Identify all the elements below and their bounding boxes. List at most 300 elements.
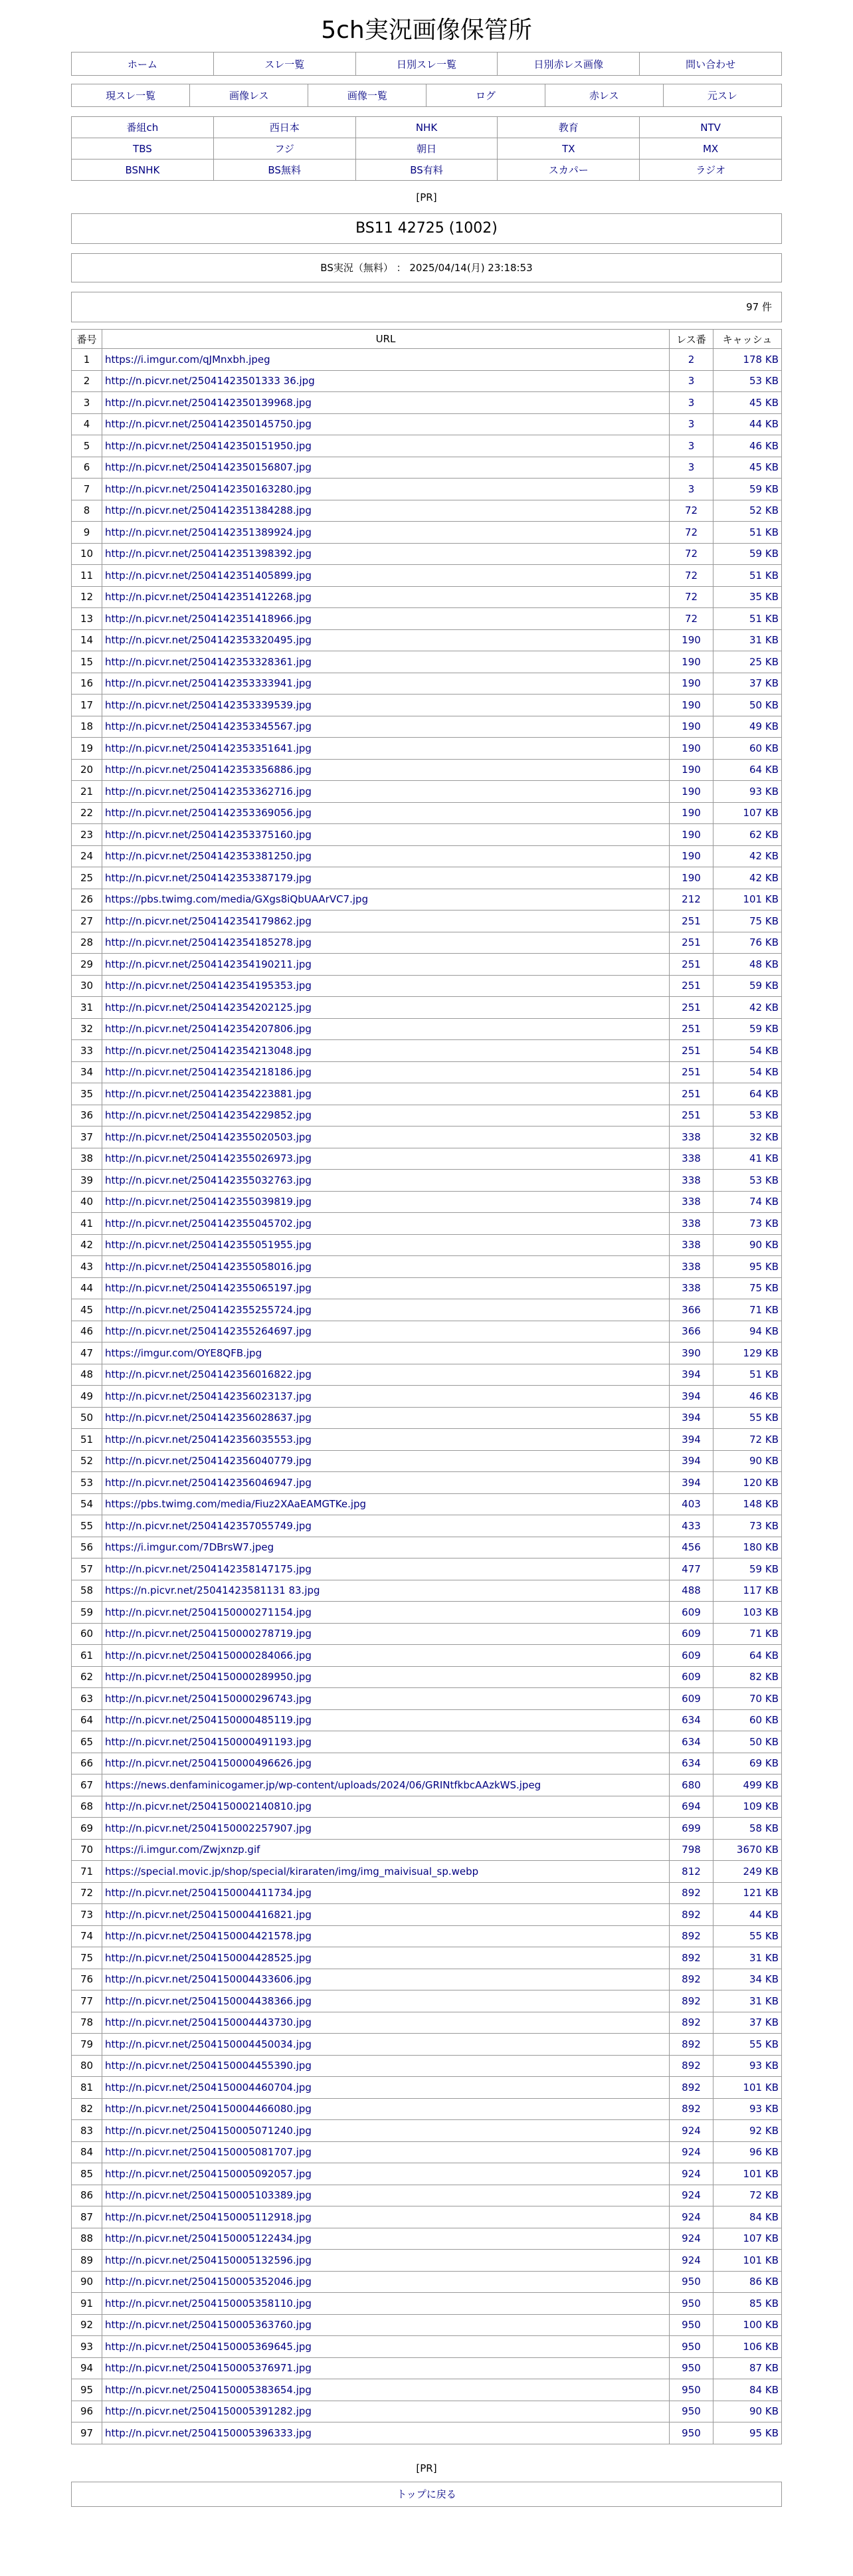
cache-size-link[interactable]: 76 KB [749, 936, 779, 949]
res-number-link[interactable]: 251 [682, 980, 701, 992]
image-url-link[interactable]: http://n.picvr.net/2504142353362716.jpg [105, 785, 312, 798]
cache-size-link[interactable]: 103 KB [743, 1606, 779, 1618]
channel-link[interactable]: ラジオ [696, 164, 726, 176]
res-number-link[interactable]: 892 [682, 1887, 701, 1899]
cache-size-link[interactable]: 35 KB [749, 591, 779, 603]
image-url-link[interactable]: http://n.picvr.net/2504142351384288.jpg [105, 504, 312, 517]
res-number-link[interactable]: 251 [682, 1066, 701, 1079]
cache-size-link[interactable]: 93 KB [749, 2103, 779, 2115]
image-url-link[interactable]: http://n.picvr.net/2504142357055749.jpg [105, 1519, 312, 1532]
res-number-link[interactable]: 72 [684, 591, 698, 603]
res-number-link[interactable]: 212 [682, 893, 701, 906]
cache-size-link[interactable]: 90 KB [749, 1239, 779, 1251]
nav-primary-item-4[interactable]: 日別赤レス画像 [533, 58, 604, 70]
res-number-link[interactable]: 338 [682, 1130, 701, 1143]
res-number-link[interactable]: 366 [682, 1303, 701, 1316]
res-number-link[interactable]: 390 [682, 1346, 701, 1359]
res-number-link[interactable]: 394 [682, 1455, 701, 1467]
cache-size-link[interactable]: 93 KB [749, 785, 779, 798]
res-number-link[interactable]: 609 [682, 1649, 701, 1662]
res-number-link[interactable]: 680 [682, 1778, 701, 1791]
cache-size-link[interactable]: 106 KB [743, 2340, 779, 2353]
res-number-link[interactable]: 924 [682, 2254, 701, 2266]
res-number-link[interactable]: 251 [682, 1023, 701, 1035]
channel-link[interactable]: TX [562, 142, 575, 155]
image-url-link[interactable]: http://n.picvr.net/2504150000491193.jpg [105, 1735, 312, 1748]
cache-size-link[interactable]: 100 KB [743, 2319, 779, 2331]
res-number-link[interactable]: 634 [682, 1735, 701, 1748]
channel-link[interactable]: 朝日 [416, 143, 436, 155]
image-url-link[interactable]: http://n.picvr.net/2504142353381250.jpg [105, 850, 312, 863]
cache-size-link[interactable]: 64 KB [749, 764, 779, 776]
cache-size-link[interactable]: 107 KB [743, 2232, 779, 2245]
image-url-link[interactable]: http://n.picvr.net/2504150004416821.jpg [105, 1908, 312, 1921]
image-url-link[interactable]: http://n.picvr.net/2504142355255724.jpg [105, 1303, 312, 1316]
res-number-link[interactable]: 433 [682, 1519, 701, 1532]
res-number-link[interactable]: 338 [682, 1152, 701, 1165]
res-number-link[interactable]: 609 [682, 1606, 701, 1618]
cache-size-link[interactable]: 129 KB [743, 1346, 779, 1359]
nav-secondary-item-6[interactable]: 元スレ [707, 90, 737, 102]
res-number-link[interactable]: 634 [682, 1757, 701, 1770]
res-number-link[interactable]: 950 [682, 2383, 701, 2396]
res-number-link[interactable]: 338 [682, 1217, 701, 1230]
cache-size-link[interactable]: 96 KB [749, 2146, 779, 2159]
image-url-link[interactable]: http://n.picvr.net/2504150004411734.jpg [105, 1887, 312, 1899]
image-url-link[interactable]: http://n.picvr.net/2504150000496626.jpg [105, 1757, 312, 1770]
res-number-link[interactable]: 190 [682, 634, 701, 647]
image-url-link[interactable]: http://n.picvr.net/2504142356016822.jpg [105, 1368, 312, 1381]
res-number-link[interactable]: 72 [684, 548, 698, 560]
cache-size-link[interactable]: 53 KB [749, 375, 779, 387]
image-url-link[interactable]: http://n.picvr.net/2504142356028637.jpg [105, 1412, 312, 1424]
cache-size-link[interactable]: 60 KB [749, 1714, 779, 1727]
image-url-link[interactable]: http://n.picvr.net/2504150002257907.jpg [105, 1822, 312, 1834]
cache-size-link[interactable]: 73 KB [749, 1217, 779, 1230]
image-url-link[interactable]: http://n.picvr.net/2504142354185278.jpg [105, 936, 312, 949]
channel-link[interactable]: 西日本 [269, 122, 300, 134]
image-url-link[interactable]: http://n.picvr.net/2504150000485119.jpg [105, 1714, 312, 1727]
image-url-link[interactable]: https://pbs.twimg.com/media/GXgs8iQbUAArVC7.jpg [105, 893, 369, 906]
res-number-link[interactable]: 892 [682, 2038, 701, 2050]
cache-size-link[interactable]: 46 KB [749, 439, 779, 452]
cache-size-link[interactable]: 60 KB [749, 742, 779, 754]
res-number-link[interactable]: 609 [682, 1628, 701, 1640]
res-number-link[interactable]: 190 [682, 850, 701, 863]
image-url-link[interactable]: http://n.picvr.net/2504142350156807.jpg [105, 461, 312, 474]
cache-size-link[interactable]: 85 KB [749, 2297, 779, 2309]
cache-size-link[interactable]: 48 KB [749, 958, 779, 970]
image-url-link[interactable]: http://n.picvr.net/2504142356046947.jpg [105, 1476, 312, 1489]
image-url-link[interactable]: https://n.picvr.net/25041423581131 83.jpg [105, 1584, 320, 1597]
cache-size-link[interactable]: 72 KB [749, 1433, 779, 1446]
image-url-link[interactable]: http://n.picvr.net/2504150005383654.jpg [105, 2383, 312, 2396]
image-url-link[interactable]: http://n.picvr.net/2504142354229852.jpg [105, 1109, 312, 1122]
res-number-link[interactable]: 338 [682, 1282, 701, 1295]
image-url-link[interactable]: http://n.picvr.net/2504150005092057.jpg [105, 2167, 312, 2180]
cache-size-link[interactable]: 72 KB [749, 2189, 779, 2202]
cache-size-link[interactable]: 50 KB [749, 1735, 779, 1748]
image-url-link[interactable]: http://n.picvr.net/2504142358147175.jpg [105, 1562, 312, 1575]
cache-size-link[interactable]: 121 KB [743, 1887, 779, 1899]
res-number-link[interactable]: 456 [682, 1541, 701, 1554]
res-number-link[interactable]: 477 [682, 1562, 701, 1575]
res-number-link[interactable]: 190 [682, 785, 701, 798]
image-url-link[interactable]: http://n.picvr.net/2504142353387179.jpg [105, 871, 312, 884]
cache-size-link[interactable]: 45 KB [749, 396, 779, 409]
image-url-link[interactable]: http://n.picvr.net/2504142355058016.jpg [105, 1260, 312, 1273]
channel-link[interactable]: 番組ch [126, 122, 159, 134]
res-number-link[interactable]: 190 [682, 764, 701, 776]
image-url-link[interactable]: http://n.picvr.net/2504150000289950.jpg [105, 1671, 312, 1683]
cache-size-link[interactable]: 31 KB [749, 634, 779, 647]
image-url-link[interactable]: https://i.imgur.com/qJMnxbh.jpeg [105, 353, 270, 366]
res-number-link[interactable]: 488 [682, 1584, 701, 1597]
channel-link[interactable]: MX [702, 142, 719, 155]
cache-size-link[interactable]: 51 KB [749, 569, 779, 582]
res-number-link[interactable]: 338 [682, 1239, 701, 1251]
cache-size-link[interactable]: 82 KB [749, 1671, 779, 1683]
cache-size-link[interactable]: 51 KB [749, 612, 779, 625]
image-url-link[interactable]: http://n.picvr.net/2504142354213048.jpg [105, 1044, 312, 1057]
image-url-link[interactable]: http://n.picvr.net/2504142353328361.jpg [105, 655, 312, 668]
res-number-link[interactable]: 892 [682, 1908, 701, 1921]
channel-link[interactable]: 教育 [558, 122, 579, 134]
cache-size-link[interactable]: 44 KB [749, 1908, 779, 1921]
res-number-link[interactable]: 72 [684, 504, 698, 517]
image-url-link[interactable]: http://n.picvr.net/2504150005391282.jpg [105, 2405, 312, 2418]
cache-size-link[interactable]: 69 KB [749, 1757, 779, 1770]
res-number-link[interactable]: 892 [682, 1994, 701, 2007]
cache-size-link[interactable]: 37 KB [749, 677, 779, 690]
image-url-link[interactable]: http://n.picvr.net/2504150000284066.jpg [105, 1649, 312, 1662]
cache-size-link[interactable]: 44 KB [749, 418, 779, 431]
cache-size-link[interactable]: 53 KB [749, 1109, 779, 1122]
res-number-link[interactable]: 3 [688, 418, 695, 431]
image-url-link[interactable]: http://n.picvr.net/2504150004455390.jpg [105, 2060, 312, 2072]
image-url-link[interactable]: http://n.picvr.net/2504150005376971.jpg [105, 2362, 312, 2375]
cache-size-link[interactable]: 90 KB [749, 1455, 779, 1467]
res-number-link[interactable]: 812 [682, 1865, 701, 1878]
image-url-link[interactable]: http://n.picvr.net/2504142353375160.jpg [105, 828, 312, 841]
channel-link[interactable]: BS有料 [410, 164, 443, 176]
res-number-link[interactable]: 924 [682, 2189, 701, 2202]
image-url-link[interactable]: http://n.picvr.net/2504150005396333.jpg [105, 2426, 312, 2439]
nav-secondary-item-2[interactable]: 画像レス [229, 90, 269, 102]
image-url-link[interactable]: https://i.imgur.com/Zwjxnzp.gif [105, 1844, 260, 1856]
cache-size-link[interactable]: 59 KB [749, 1562, 779, 1575]
image-url-link[interactable]: http://n.picvr.net/2504142355264697.jpg [105, 1325, 312, 1338]
res-number-link[interactable]: 3 [688, 375, 695, 387]
image-url-link[interactable]: https://news.denfaminicogamer.jp/wp-content/uploads/2024/06/GRINtfkbcAAzkWS.jpeg [105, 1778, 541, 1791]
res-number-link[interactable]: 3 [688, 461, 695, 474]
nav-primary-item-1[interactable]: ホーム [127, 58, 157, 70]
cache-size-link[interactable]: 31 KB [749, 1994, 779, 2007]
image-url-link[interactable]: http://n.picvr.net/2504142354179862.jpg [105, 914, 312, 927]
res-number-link[interactable]: 190 [682, 677, 701, 690]
res-number-link[interactable]: 251 [682, 1109, 701, 1122]
res-number-link[interactable]: 950 [682, 2362, 701, 2375]
res-number-link[interactable]: 699 [682, 1822, 701, 1834]
cache-size-link[interactable]: 59 KB [749, 548, 779, 560]
image-url-link[interactable]: http://n.picvr.net/2504142355045702.jpg [105, 1217, 312, 1230]
image-url-link[interactable]: http://n.picvr.net/2504150005352046.jpg [105, 2276, 312, 2288]
res-number-link[interactable]: 338 [682, 1196, 701, 1208]
res-number-link[interactable]: 190 [682, 828, 701, 841]
image-url-link[interactable]: http://n.picvr.net/2504142351405899.jpg [105, 569, 312, 582]
image-url-link[interactable]: http://n.picvr.net/2504142353333941.jpg [105, 677, 312, 690]
channel-link[interactable]: BS無料 [268, 164, 301, 176]
res-number-link[interactable]: 338 [682, 1260, 701, 1273]
res-number-link[interactable]: 950 [682, 2276, 701, 2288]
res-number-link[interactable]: 609 [682, 1692, 701, 1705]
cache-size-link[interactable]: 180 KB [743, 1541, 779, 1554]
res-number-link[interactable]: 338 [682, 1174, 701, 1186]
image-url-link[interactable]: http://n.picvr.net/2504142356023137.jpg [105, 1390, 312, 1402]
res-number-link[interactable]: 190 [682, 871, 701, 884]
image-url-link[interactable]: http://n.picvr.net/2504142354218186.jpg [105, 1066, 312, 1079]
cache-size-link[interactable]: 31 KB [749, 1951, 779, 1964]
res-number-link[interactable]: 950 [682, 2405, 701, 2418]
channel-link[interactable]: フジ [274, 143, 294, 155]
image-url-link[interactable]: http://n.picvr.net/2504142353320495.jpg [105, 634, 312, 647]
cache-size-link[interactable]: 45 KB [749, 461, 779, 474]
res-number-link[interactable]: 3 [688, 439, 695, 452]
res-number-link[interactable]: 609 [682, 1671, 701, 1683]
image-url-link[interactable]: http://n.picvr.net/2504142353369056.jpg [105, 807, 312, 819]
res-number-link[interactable]: 251 [682, 936, 701, 949]
cache-size-link[interactable]: 90 KB [749, 2405, 779, 2418]
cache-size-link[interactable]: 499 KB [743, 1778, 779, 1791]
image-url-link[interactable]: http://n.picvr.net/2504150002140810.jpg [105, 1800, 312, 1813]
res-number-link[interactable]: 394 [682, 1476, 701, 1489]
image-url-link[interactable]: http://n.picvr.net/2504142356040779.jpg [105, 1455, 312, 1467]
channel-link[interactable]: スカパー [548, 164, 589, 176]
channel-link[interactable]: NTV [700, 121, 721, 134]
res-number-link[interactable]: 950 [682, 2319, 701, 2331]
image-url-link[interactable]: http://n.picvr.net/2504150000271154.jpg [105, 1606, 312, 1618]
back-to-top-link[interactable]: トップに戻る [397, 2488, 456, 2500]
image-url-link[interactable]: http://n.picvr.net/2504142355026973.jpg [105, 1152, 312, 1165]
cache-size-link[interactable]: 55 KB [749, 2038, 779, 2050]
image-url-link[interactable]: http://n.picvr.net/2504150005122434.jpg [105, 2232, 312, 2245]
nav-secondary-item-3[interactable]: 画像一覧 [347, 90, 387, 102]
cache-size-link[interactable]: 49 KB [749, 720, 779, 733]
cache-size-link[interactable]: 95 KB [749, 2426, 779, 2439]
cache-size-link[interactable]: 92 KB [749, 2124, 779, 2137]
image-url-link[interactable]: http://n.picvr.net/25041423501333 36.jpg [105, 375, 315, 387]
image-url-link[interactable]: http://n.picvr.net/2504142353356886.jpg [105, 764, 312, 776]
image-url-link[interactable]: https://i.imgur.com/7DBrsW7.jpeg [105, 1541, 274, 1554]
cache-size-link[interactable]: 178 KB [743, 353, 779, 366]
cache-size-link[interactable]: 46 KB [749, 1390, 779, 1402]
image-url-link[interactable]: http://n.picvr.net/2504142353339539.jpg [105, 698, 312, 711]
image-url-link[interactable]: http://n.picvr.net/2504142355020503.jpg [105, 1130, 312, 1143]
res-number-link[interactable]: 892 [682, 2081, 701, 2093]
image-url-link[interactable]: http://n.picvr.net/2504142351418966.jpg [105, 612, 312, 625]
cache-size-link[interactable]: 101 KB [743, 2167, 779, 2180]
nav-secondary-item-1[interactable]: 現スレ一覧 [106, 90, 156, 102]
image-url-link[interactable]: http://n.picvr.net/2504142350151950.jpg [105, 439, 312, 452]
cache-size-link[interactable]: 74 KB [749, 1196, 779, 1208]
cache-size-link[interactable]: 117 KB [743, 1584, 779, 1597]
image-url-link[interactable]: http://n.picvr.net/2504150000296743.jpg [105, 1692, 312, 1705]
channel-link[interactable]: TBS [133, 142, 152, 155]
res-number-link[interactable]: 251 [682, 1044, 701, 1057]
res-number-link[interactable]: 394 [682, 1368, 701, 1381]
image-url-link[interactable]: http://n.picvr.net/2504150004466080.jpg [105, 2103, 312, 2115]
cache-size-link[interactable]: 58 KB [749, 1822, 779, 1834]
image-url-link[interactable]: http://n.picvr.net/2504150005081707.jpg [105, 2146, 312, 2159]
image-url-link[interactable]: https://imgur.com/OYE8QFB.jpg [105, 1346, 262, 1359]
cache-size-link[interactable]: 32 KB [749, 1130, 779, 1143]
cache-size-link[interactable]: 101 KB [743, 2081, 779, 2093]
res-number-link[interactable]: 924 [682, 2167, 701, 2180]
cache-size-link[interactable]: 42 KB [749, 850, 779, 863]
res-number-link[interactable]: 950 [682, 2340, 701, 2353]
res-number-link[interactable]: 72 [684, 569, 698, 582]
res-number-link[interactable]: 924 [682, 2232, 701, 2245]
res-number-link[interactable]: 892 [682, 1951, 701, 1964]
image-url-link[interactable]: http://n.picvr.net/2504150005369645.jpg [105, 2340, 312, 2353]
image-url-link[interactable]: http://n.picvr.net/2504142355051955.jpg [105, 1239, 312, 1251]
res-number-link[interactable]: 798 [682, 1844, 701, 1856]
res-number-link[interactable]: 924 [682, 2146, 701, 2159]
cache-size-link[interactable]: 42 KB [749, 1001, 779, 1014]
cache-size-link[interactable]: 52 KB [749, 504, 779, 517]
image-url-link[interactable]: http://n.picvr.net/2504150005132596.jpg [105, 2254, 312, 2266]
res-number-link[interactable]: 950 [682, 2297, 701, 2309]
image-url-link[interactable]: http://n.picvr.net/2504142355032763.jpg [105, 1174, 312, 1186]
image-url-link[interactable]: http://n.picvr.net/2504142354207806.jpg [105, 1023, 312, 1035]
res-number-link[interactable]: 694 [682, 1800, 701, 1813]
cache-size-link[interactable]: 75 KB [749, 1282, 779, 1295]
cache-size-link[interactable]: 62 KB [749, 828, 779, 841]
image-url-link[interactable]: http://n.picvr.net/2504150004433606.jpg [105, 1973, 312, 1986]
cache-size-link[interactable]: 59 KB [749, 483, 779, 495]
image-url-link[interactable]: http://n.picvr.net/2504150000278719.jpg [105, 1628, 312, 1640]
cache-size-link[interactable]: 55 KB [749, 1930, 779, 1943]
res-number-link[interactable]: 394 [682, 1433, 701, 1446]
nav-primary-item-5[interactable]: 問い合わせ [686, 58, 736, 70]
cache-size-link[interactable]: 107 KB [743, 807, 779, 819]
cache-size-link[interactable]: 55 KB [749, 1412, 779, 1424]
res-number-link[interactable]: 190 [682, 720, 701, 733]
image-url-link[interactable]: http://n.picvr.net/2504142351389924.jpg [105, 526, 312, 538]
image-url-link[interactable]: http://n.picvr.net/2504142351412268.jpg [105, 591, 312, 603]
cache-size-link[interactable]: 53 KB [749, 1174, 779, 1186]
cache-size-link[interactable]: 87 KB [749, 2362, 779, 2375]
res-number-link[interactable]: 3 [688, 483, 695, 495]
image-url-link[interactable]: http://n.picvr.net/2504150004450034.jpg [105, 2038, 312, 2050]
cache-size-link[interactable]: 95 KB [749, 1260, 779, 1273]
cache-size-link[interactable]: 54 KB [749, 1044, 779, 1057]
image-url-link[interactable]: http://n.picvr.net/2504142353345567.jpg [105, 720, 312, 733]
res-number-link[interactable]: 251 [682, 1087, 701, 1100]
cache-size-link[interactable]: 51 KB [749, 526, 779, 538]
cache-size-link[interactable]: 101 KB [743, 893, 779, 906]
cache-size-link[interactable]: 94 KB [749, 1325, 779, 1338]
image-url-link[interactable]: http://n.picvr.net/2504150004421578.jpg [105, 1930, 312, 1943]
cache-size-link[interactable]: 93 KB [749, 2060, 779, 2072]
cache-size-link[interactable]: 59 KB [749, 1023, 779, 1035]
res-number-link[interactable]: 892 [682, 2103, 701, 2115]
res-number-link[interactable]: 892 [682, 2060, 701, 2072]
res-number-link[interactable]: 72 [684, 612, 698, 625]
res-number-link[interactable]: 394 [682, 1390, 701, 1402]
image-url-link[interactable]: http://n.picvr.net/2504142350139968.jpg [105, 396, 312, 409]
res-number-link[interactable]: 3 [688, 396, 695, 409]
cache-size-link[interactable]: 71 KB [749, 1303, 779, 1316]
image-url-link[interactable]: http://n.picvr.net/2504150004460704.jpg [105, 2081, 312, 2093]
res-number-link[interactable]: 190 [682, 698, 701, 711]
cache-size-link[interactable]: 42 KB [749, 871, 779, 884]
image-url-link[interactable]: http://n.picvr.net/2504142354190211.jpg [105, 958, 312, 970]
image-url-link[interactable]: http://n.picvr.net/2504150004443730.jpg [105, 2016, 312, 2029]
cache-size-link[interactable]: 64 KB [749, 1649, 779, 1662]
image-url-link[interactable]: http://n.picvr.net/2504150005071240.jpg [105, 2124, 312, 2137]
cache-size-link[interactable]: 70 KB [749, 1692, 779, 1705]
nav-secondary-item-5[interactable]: 赤レス [589, 90, 619, 102]
res-number-link[interactable]: 190 [682, 742, 701, 754]
image-url-link[interactable]: http://n.picvr.net/2504142353351641.jpg [105, 742, 312, 754]
res-number-link[interactable]: 892 [682, 1930, 701, 1943]
cache-size-link[interactable]: 3670 KB [736, 1844, 779, 1856]
channel-link[interactable]: BSNHK [125, 163, 160, 176]
res-number-link[interactable]: 251 [682, 914, 701, 927]
nav-primary-item-3[interactable]: 日別スレ一覧 [396, 58, 456, 70]
cache-size-link[interactable]: 73 KB [749, 1519, 779, 1532]
channel-link[interactable]: NHK [415, 121, 438, 134]
cache-size-link[interactable]: 109 KB [743, 1800, 779, 1813]
image-url-link[interactable]: http://n.picvr.net/2504142356035553.jpg [105, 1433, 312, 1446]
image-url-link[interactable]: http://n.picvr.net/2504150005103389.jpg [105, 2189, 312, 2202]
cache-size-link[interactable]: 75 KB [749, 914, 779, 927]
cache-size-link[interactable]: 64 KB [749, 1087, 779, 1100]
cache-size-link[interactable]: 86 KB [749, 2276, 779, 2288]
image-url-link[interactable]: https://pbs.twimg.com/media/Fiuz2XAaEAMGTKe.jpg [105, 1498, 367, 1511]
res-number-link[interactable]: 190 [682, 655, 701, 668]
image-url-link[interactable]: http://n.picvr.net/2504142351398392.jpg [105, 548, 312, 560]
image-url-link[interactable]: http://n.picvr.net/2504142354223881.jpg [105, 1087, 312, 1100]
res-number-link[interactable]: 72 [684, 526, 698, 538]
cache-size-link[interactable]: 71 KB [749, 1628, 779, 1640]
nav-secondary-item-4[interactable]: ログ [476, 90, 496, 102]
image-url-link[interactable]: http://n.picvr.net/2504142350145750.jpg [105, 418, 312, 431]
cache-size-link[interactable]: 25 KB [749, 655, 779, 668]
res-number-link[interactable]: 366 [682, 1325, 701, 1338]
cache-size-link[interactable]: 101 KB [743, 2254, 779, 2266]
res-number-link[interactable]: 251 [682, 958, 701, 970]
cache-size-link[interactable]: 41 KB [749, 1152, 779, 1165]
res-number-link[interactable]: 924 [682, 2210, 701, 2223]
image-url-link[interactable]: http://n.picvr.net/2504142355065197.jpg [105, 1282, 312, 1295]
image-url-link[interactable]: https://special.movic.jp/shop/special/kiraraten/img/img_maivisual_sp.webp [105, 1865, 479, 1878]
res-number-link[interactable]: 924 [682, 2124, 701, 2137]
cache-size-link[interactable]: 51 KB [749, 1368, 779, 1381]
res-number-link[interactable]: 403 [682, 1498, 701, 1511]
image-url-link[interactable]: http://n.picvr.net/2504150005358110.jpg [105, 2297, 312, 2309]
res-number-link[interactable]: 634 [682, 1714, 701, 1727]
cache-size-link[interactable]: 148 KB [743, 1498, 779, 1511]
cache-size-link[interactable]: 54 KB [749, 1066, 779, 1079]
cache-size-link[interactable]: 84 KB [749, 2383, 779, 2396]
res-number-link[interactable]: 2 [688, 353, 695, 366]
cache-size-link[interactable]: 249 KB [743, 1865, 779, 1878]
res-number-link[interactable]: 892 [682, 2016, 701, 2029]
cache-size-link[interactable]: 120 KB [743, 1476, 779, 1489]
res-number-link[interactable]: 190 [682, 807, 701, 819]
